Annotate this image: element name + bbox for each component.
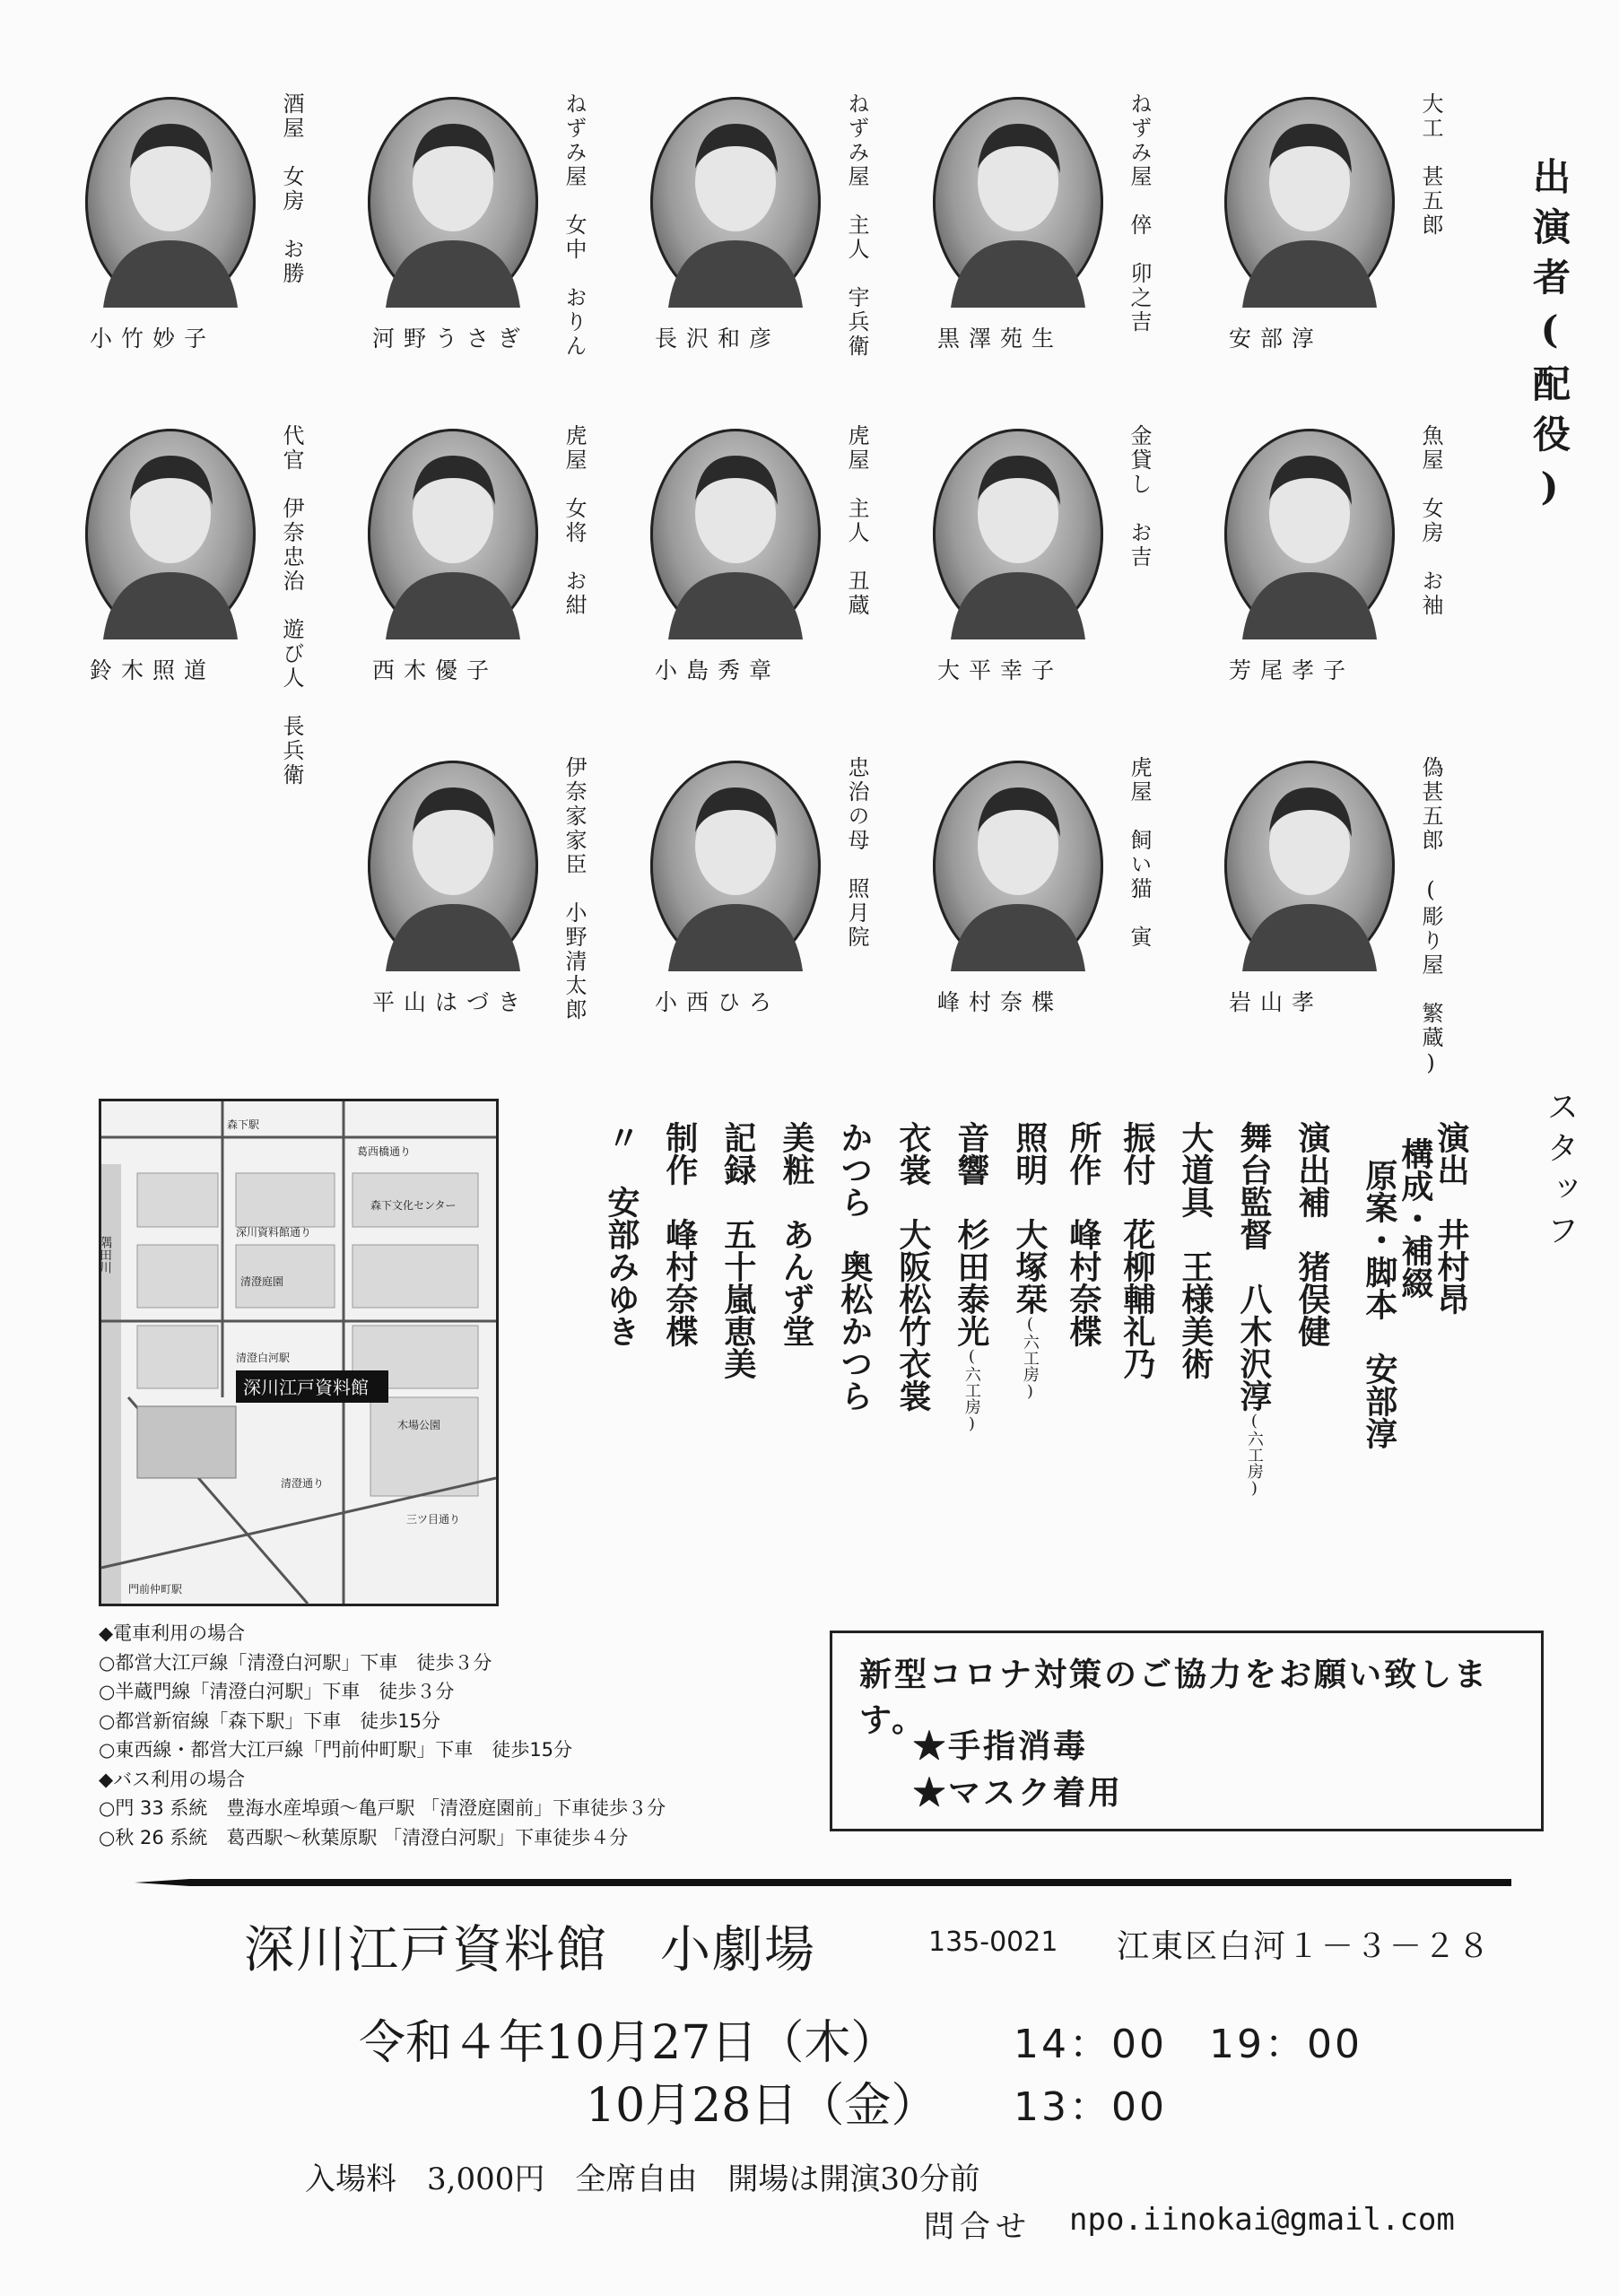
map-label: 深川資料館通り bbox=[236, 1226, 312, 1239]
staff-affiliation: (六工房) bbox=[1244, 1412, 1264, 1498]
access-line: ○門 33 系統 豊海水産埠頭～亀戸駅 「清澄庭園前」下車徒歩３分 bbox=[99, 1797, 666, 1820]
cast-actor-name: 峰村奈楪 bbox=[937, 989, 1064, 1015]
staff-entry bbox=[1009, 1121, 1049, 1401]
staff-entry bbox=[601, 1121, 640, 1347]
map-river-label: 隅田川 bbox=[98, 1236, 112, 1274]
cast-role: 金貸し お吉 bbox=[1127, 424, 1152, 570]
cast-actor-name: 西木優子 bbox=[372, 657, 499, 683]
cast-role: 魚屋 女房 お袖 bbox=[1418, 424, 1443, 618]
cast-actor-name: 鈴木照道 bbox=[90, 657, 216, 683]
cast-portrait bbox=[933, 429, 1103, 639]
access-line: ◆バス利用の場合 bbox=[99, 1768, 246, 1790]
cast-actor-name: 安部淳 bbox=[1229, 326, 1324, 352]
cast-portrait bbox=[1224, 97, 1395, 308]
staff-entry bbox=[1117, 1121, 1156, 1379]
staff-name: 五十嵐恵美 bbox=[718, 1218, 757, 1379]
cast-role: 伊奈家家臣 小野清太郎 bbox=[561, 756, 587, 1022]
staff-role: 衣裳 bbox=[893, 1121, 932, 1186]
cast-role: ねずみ屋 倅 卯之吉 bbox=[1127, 92, 1152, 335]
staff-entry bbox=[776, 1121, 815, 1347]
cast-role: 酒屋 女房 お勝 bbox=[279, 92, 304, 286]
staff-entry bbox=[1292, 1121, 1331, 1347]
staff-name: 八木沢淳 bbox=[1234, 1283, 1273, 1412]
staff-role: 原案・脚本 bbox=[1360, 1159, 1398, 1320]
map-label: 清澄通り bbox=[281, 1477, 325, 1490]
cast-role: 代官 伊奈忠治 遊び人 長兵衛 bbox=[279, 424, 304, 787]
cast-portrait bbox=[85, 429, 256, 639]
divider bbox=[135, 1879, 1511, 1886]
access-line: ○秋 26 系統 葛西駅～秋葉原駅 「清澄白河駅」下車徒歩４分 bbox=[99, 1826, 629, 1848]
schedule-date-1: 令和４年10月27日（木） bbox=[359, 2016, 898, 2070]
contact-label: 問合せ bbox=[924, 2209, 1031, 2245]
map-venue-label: 深川江戸資料館 bbox=[243, 1377, 369, 1398]
cast-portrait bbox=[650, 97, 821, 308]
access-info bbox=[99, 1619, 666, 1852]
cast-actor-name: 大平幸子 bbox=[937, 657, 1064, 683]
staff-name: 大阪松竹衣裳 bbox=[893, 1218, 932, 1412]
contact-email[interactable]: npo.iinokai@gmail.com bbox=[1069, 2202, 1455, 2238]
staff-name: 安部みゆき bbox=[602, 1186, 640, 1347]
access-line: ○東西線・都営大江戸線「門前仲町駅」下車 徒歩15分 bbox=[99, 1739, 573, 1761]
cast-portrait bbox=[1224, 761, 1395, 971]
map-label: 清澄白河駅 bbox=[236, 1352, 291, 1364]
cast-role: 大工 甚五郎 bbox=[1418, 92, 1443, 238]
schedule-times-1: 14：00 19：00 bbox=[1014, 2022, 1362, 2067]
map-label: 三ツ目通り bbox=[406, 1513, 461, 1526]
staff-entry bbox=[1233, 1121, 1273, 1498]
cast-actor-name: 芳尾孝子 bbox=[1229, 657, 1355, 683]
cast-portrait bbox=[368, 761, 538, 971]
map-label: 森下駅 bbox=[227, 1118, 260, 1131]
covid-heading: 新型コロナ対策のご協力をお願い致します。 bbox=[859, 1656, 1490, 1739]
staff-role: 大道具 bbox=[1176, 1121, 1214, 1218]
staff-name: 猪俣健 bbox=[1293, 1250, 1331, 1347]
map-label: 清澄庭園 bbox=[240, 1275, 284, 1288]
cast-portrait bbox=[650, 429, 821, 639]
schedule-date-2: 10月28日（金） bbox=[586, 2079, 938, 2133]
staff-role: 記録 bbox=[718, 1121, 757, 1186]
venue-postal: 135-0021 bbox=[928, 1926, 1058, 1958]
cast-actor-name: 黒澤苑生 bbox=[937, 326, 1064, 352]
access-line: ◆電車利用の場合 bbox=[99, 1622, 246, 1644]
admission-info: 入場料 3,000円 全席自由 開場は開演30分前 bbox=[305, 2161, 980, 2197]
cast-heading: 出演者(配役) bbox=[1528, 157, 1571, 521]
staff-name: 峰村奈楪 bbox=[1064, 1218, 1102, 1347]
cast-actor-name: 岩山孝 bbox=[1229, 989, 1324, 1015]
staff-affiliation: (六工房) bbox=[962, 1347, 981, 1433]
staff-name: 井村昂 bbox=[1432, 1218, 1470, 1315]
staff-role: 照明 bbox=[1010, 1121, 1049, 1186]
venue-address: 江東区白河１－３－２８ bbox=[1117, 1928, 1493, 1965]
staff-entry bbox=[834, 1121, 874, 1412]
access-line: ○都営大江戸線「清澄白河駅」下車 徒歩３分 bbox=[99, 1651, 492, 1674]
staff-role: かつら bbox=[835, 1121, 874, 1218]
staff-name: 大塚栞 bbox=[1010, 1218, 1049, 1315]
staff-entry bbox=[951, 1121, 990, 1433]
cast-role: 偽甚五郎 (彫り屋 繁蔵) bbox=[1418, 756, 1443, 1078]
cast-actor-name: 平山はづき bbox=[372, 989, 530, 1015]
staff-entry bbox=[1395, 1137, 1434, 1299]
map-label: 森下文化センター bbox=[370, 1199, 457, 1212]
covid-item-sanitize: ★手指消毒 bbox=[913, 1727, 1089, 1765]
map-drawing bbox=[98, 1101, 496, 1604]
staff-role: 音響 bbox=[952, 1121, 990, 1186]
schedule-times-2: 13：00 bbox=[1014, 2084, 1167, 2130]
cast-actor-name: 河野うさぎ bbox=[372, 326, 530, 352]
staff-role: 所作 bbox=[1064, 1121, 1102, 1186]
cast-role: 虎屋 飼い猫 寅 bbox=[1127, 756, 1152, 950]
cast-actor-name: 小島秀章 bbox=[655, 657, 781, 683]
staff-entry bbox=[1359, 1159, 1398, 1449]
staff-name: 王様美術 bbox=[1176, 1250, 1214, 1379]
staff-name: 峰村奈楪 bbox=[660, 1218, 699, 1347]
cast-actor-name: 小西ひろ bbox=[655, 989, 781, 1015]
map-label: 門前仲町駅 bbox=[128, 1583, 183, 1596]
staff-name: 花柳輔礼乃 bbox=[1118, 1218, 1156, 1379]
map-label: 葛西橋通り bbox=[357, 1145, 412, 1158]
staff-role: 演出補 bbox=[1293, 1121, 1331, 1218]
staff-role: 振付 bbox=[1118, 1121, 1156, 1186]
cast-portrait bbox=[650, 761, 821, 971]
staff-name: 安部淳 bbox=[1360, 1352, 1398, 1449]
cast-actor-name: 小竹妙子 bbox=[90, 326, 216, 352]
staff-entry bbox=[1063, 1121, 1102, 1347]
covid-item-mask: ★マスク着用 bbox=[913, 1774, 1124, 1812]
staff-entry bbox=[718, 1121, 757, 1379]
staff-entry bbox=[1175, 1121, 1214, 1379]
staff-role: 制作 bbox=[660, 1121, 699, 1186]
cast-portrait bbox=[368, 429, 538, 639]
cast-role: 忠治の母 照月院 bbox=[844, 756, 869, 950]
staff-name: 奥松かつら bbox=[835, 1250, 874, 1412]
cast-portrait bbox=[85, 97, 256, 308]
access-line: ○半蔵門線「清澄白河駅」下車 徒歩３分 bbox=[99, 1681, 455, 1703]
map-label: 木場公園 bbox=[397, 1419, 441, 1431]
cast-portrait bbox=[933, 761, 1103, 971]
cast-portrait bbox=[1224, 429, 1395, 639]
venue-name: 深川江戸資料館 小劇場 bbox=[244, 1921, 816, 1979]
covid-notice bbox=[830, 1631, 1544, 1831]
staff-role: 構成・補綴 bbox=[1396, 1137, 1434, 1299]
access-line: ○都営新宿線「森下駅」下車 徒歩15分 bbox=[99, 1709, 441, 1732]
staff-role: 演出 bbox=[1432, 1121, 1470, 1186]
staff-role: 美粧 bbox=[777, 1121, 815, 1186]
cast-role: ねずみ屋 主人 宇兵衛 bbox=[844, 92, 869, 359]
staff-heading: スタッフ bbox=[1542, 1090, 1579, 1255]
staff-entry bbox=[1431, 1121, 1470, 1315]
cast-portrait bbox=[368, 97, 538, 308]
staff-name: 杉田泰光 bbox=[952, 1218, 990, 1347]
cast-role: 虎屋 女将 お紺 bbox=[561, 424, 587, 618]
cast-portrait bbox=[933, 97, 1103, 308]
staff-entry bbox=[892, 1121, 932, 1412]
staff-entry bbox=[659, 1121, 699, 1347]
staff-name: あんず堂 bbox=[777, 1218, 815, 1347]
cast-role: 虎屋 主人 丑蔵 bbox=[844, 424, 869, 618]
staff-affiliation: (六工房) bbox=[1020, 1315, 1040, 1401]
staff-role: 〃 bbox=[602, 1121, 640, 1153]
staff-role: 舞台監督 bbox=[1234, 1121, 1273, 1250]
access-map bbox=[99, 1099, 499, 1606]
cast-role: ねずみ屋 女中 おりん bbox=[561, 92, 587, 359]
cast-actor-name: 長沢和彦 bbox=[655, 326, 781, 352]
